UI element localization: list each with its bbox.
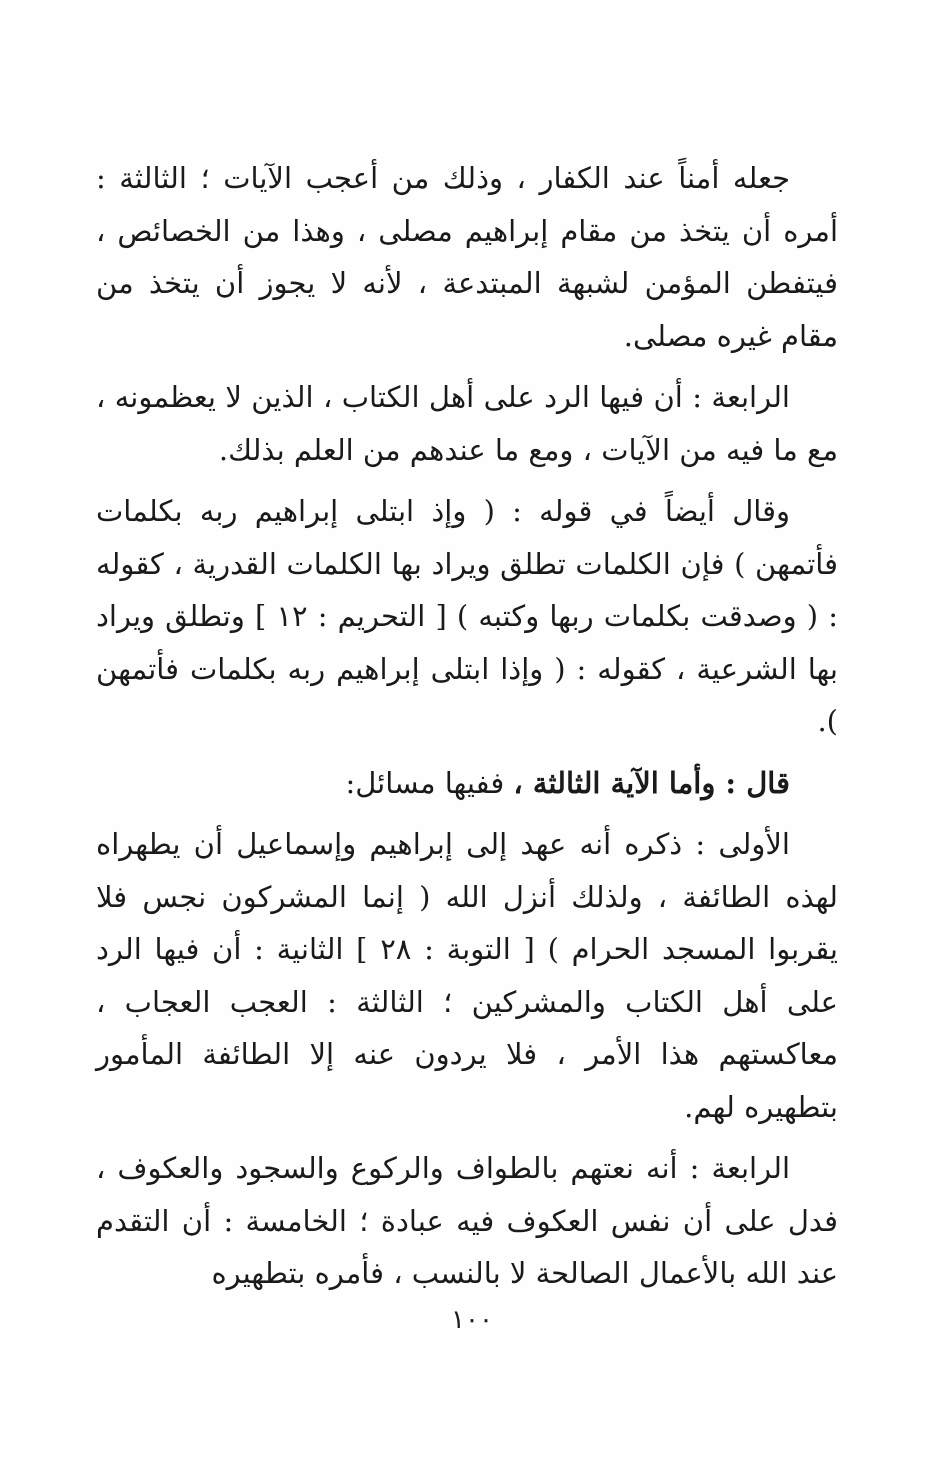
section-heading-line <box>96 757 838 810</box>
paragraph-5: الرابعة : أنه نعتهم بالطواف والركوع والسجود والعكوف ، فدل على أن نفس العكوف فيه عبادة ؛ الخامسة : أن التقدم عند الله بالأعمال الصالحة لا بالنسب ، فأمره بتطهيره <box>96 1151 838 1290</box>
section-heading-bold: قال : وأما الآية الثالثة ، <box>513 765 790 800</box>
paragraph-2: الرابعة : أن فيها الرد على أهل الكتاب ، الذين لا يعظمونه ، مع ما فيه من الآيات ، ومع ما عندهم من العلم بذلك. <box>96 380 838 467</box>
page-body-text <box>96 152 838 1309</box>
paragraph-3: وقال أيضاً في قوله : ( وإذ ابتلى إبراهيم ربه بكلمات فأتمهن ) فإن الكلمات تطلق ويراد بها الكلمات القدرية ، كقوله : ( وصدقت بكلمات ربها وكتبه ) [ التحريم : ١٢ ] وتطلق ويراد بها الشرعية ، كقوله : ( وإذا ابتلى إبراهيم ربه بكلمات فأتمهن ). <box>96 494 838 738</box>
paragraph-1: جعله أمناً عند الكفار ، وذلك من أعجب الآيات ؛ الثالثة : أمره أن يتخذ من مقام إبراهيم مصلى ، وهذا من الخصائص ، فيتفطن المؤمن لشبهة المبتدعة ، لأنه لا يجوز أن يتخذ من مقام غيره مصلى. <box>96 161 838 353</box>
page-number: ١٠٠ <box>451 1305 493 1335</box>
section-heading-rest: ففيها مسائل: <box>345 765 514 800</box>
paragraph-4: الأولى : ذكره أنه عهد إلى إبراهيم وإسماعيل أن يطهراه لهذه الطائفة ، ولذلك أنزل الله ( إنما المشركون نجس فلا يقربوا المسجد الحرام ) [ التوبة : ٢٨ ] الثانية : أن فيها الرد على أهل الكتاب والمشركين ؛ الثالثة : العجب العجاب ، معاكستهم هذا الأمر ، فلا يردون عنه إلا الطائفة المأمور بتطهيره لهم. <box>96 827 838 1124</box>
